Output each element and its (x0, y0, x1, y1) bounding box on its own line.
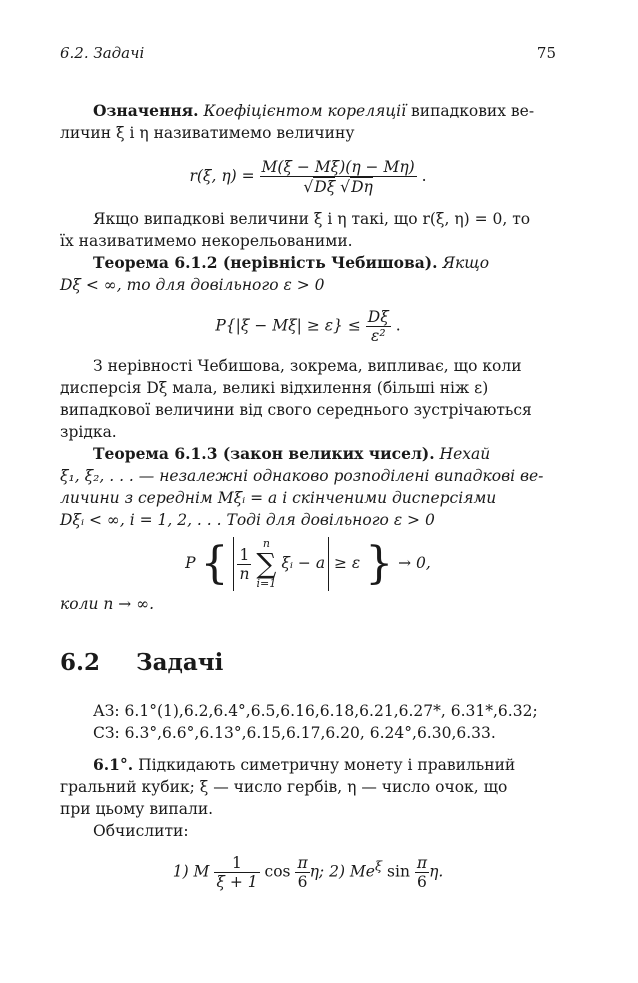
chebyshev-note-1: З нерівності Чебишова, зокрема, випливає, що коли (93, 357, 522, 375)
f1-pi-fraction (295, 854, 309, 891)
chebyshev-numerator: Dξ (367, 308, 389, 326)
section-heading (60, 649, 556, 676)
problem-61 (60, 754, 556, 776)
f2-six: 6 (417, 873, 427, 891)
lln-one: 1 (237, 546, 251, 565)
correlation-formula (60, 158, 556, 196)
chebyshev-note-2: дисперсія Dξ мала, великі відхилення (більші ніж ε) (60, 379, 489, 397)
chebyshev-denominator: ε² (371, 327, 386, 345)
sigma-glyph: ∑ (256, 547, 277, 580)
lln-ge-eps: ≥ ε (334, 554, 361, 572)
sum-symbol (256, 537, 276, 591)
sum-upper: n (262, 537, 270, 550)
lln-n: n (239, 564, 250, 583)
f1-fraction (214, 854, 259, 891)
section-number: 6.2 (60, 649, 101, 676)
lln-p: P (185, 554, 196, 572)
theorem-613-lead: Теорема 6.1.3 (закон великих чисел). (93, 444, 435, 463)
theorem-613-cond: Нехай (439, 445, 491, 463)
theorem-613 (60, 443, 556, 465)
problem-61-line-3: при цьому випали. (60, 800, 214, 818)
theorem-612 (60, 252, 556, 274)
chebyshev-fraction (366, 308, 391, 345)
f2-pi: π (416, 854, 428, 872)
f2-exponent: ξ (374, 859, 383, 875)
f1-num: 1 (214, 854, 259, 873)
lln-end: → 0, (398, 554, 431, 572)
lln-one-over-n (237, 546, 251, 583)
uncorrelated-line-1: Якщо випадкові величини ξ і η такі, що r(ξ, η) = 0, то (93, 210, 531, 228)
formula-fraction (260, 158, 417, 196)
chebyshev-formula (60, 308, 556, 345)
f1-pi: π (297, 854, 308, 872)
sum-lower: i=1 (256, 577, 277, 590)
lln-formula (60, 537, 556, 591)
sqrt-d-eta: Dη (351, 178, 373, 196)
section-title: Задачі (136, 649, 224, 676)
f1-pre: 1) M (172, 862, 210, 881)
assignments-sz: СЗ: 6.3°,6.6°,6.13°,6.15,6.17,6.20, 6.24°,6.30,6.33. (93, 724, 496, 742)
theorem-612-lead: Теорема 6.1.2 (нерівність Чебишова). (93, 253, 438, 272)
problem-61-formula (60, 854, 556, 891)
f1-den: ξ + 1 (216, 873, 258, 891)
theorem-612-cond: Якщо (442, 254, 490, 272)
lln-abs (233, 537, 329, 591)
lln-after: коли n → ∞. (60, 595, 155, 613)
definition-paragraph (60, 100, 556, 122)
uncorrelated-line-2: їх називатимемо некорельованими. (60, 232, 353, 250)
chebyshev-lhs: P{|ξ − Mξ| ≥ ε} ≤ (215, 316, 361, 335)
assignments-az: АЗ: 6.1°(1),6.2,6.4°,6.5,6.16,6.18,6.21,6.27*, 6.31*,6.32; (93, 702, 538, 720)
f1-post: η; (309, 862, 325, 881)
running-header (60, 44, 556, 62)
theorem-613-line-4: Dξᵢ < ∞, i = 1, 2, . . . Тоді для довільного ε > 0 (60, 511, 435, 529)
f2-pre: 2) Me (329, 862, 375, 881)
theorem-613-line-2: ξ₁, ξ₂, . . . — незалежні однаково розподілені випадкові ве- (60, 467, 544, 485)
problem-61-line-2: гральний кубик; ξ — число гербів, η — число очок, що (60, 778, 508, 796)
right-brace: } (365, 538, 394, 589)
chebyshev-end: . (395, 316, 401, 335)
formula-end: . (421, 167, 427, 185)
left-brace: { (200, 538, 229, 589)
sqrt-d-xi: Dξ (314, 178, 336, 196)
f2-post: η. (429, 862, 444, 881)
f2-pi-fraction (415, 854, 429, 891)
theorem-613-line-3: личини з середнім Mξᵢ = a і скінченими дисперсіями (60, 489, 497, 507)
problem-61-line-4: Обчислити: (93, 822, 189, 840)
f1-cos: cos (264, 862, 291, 881)
definition-text-2: личин ξ і η називатимемо величину (60, 124, 355, 142)
book-page (60, 44, 556, 891)
lln-xi-minus-a: ξᵢ − a (281, 554, 326, 572)
header-section: 6.2. Задачі (60, 44, 145, 62)
formula-numerator: M(ξ − Mξ)(η − Mη) (261, 158, 415, 176)
problem-61-lead: 6.1°. (93, 755, 134, 774)
chebyshev-note-3: випадкової величини від свого середнього зустрічаються (60, 401, 532, 419)
problem-61-line-1: Підкидають симетричну монету і правильний (138, 756, 516, 774)
chebyshev-note-4: зрідка. (60, 423, 117, 441)
definition-term: Коефіцієнтом кореляції (203, 102, 407, 120)
formula-denominator: √Dξ √Dη (303, 178, 373, 196)
definition-text: випадкових ве- (411, 102, 535, 120)
page-number: 75 (536, 44, 556, 62)
theorem-612-line-2: Dξ < ∞, то для довільного ε > 0 (60, 276, 325, 294)
definition-lead: Означення. (93, 101, 199, 120)
formula-lhs: r(ξ, η) = (189, 167, 255, 185)
f1-six: 6 (297, 873, 308, 891)
f2-sin: sin (387, 862, 410, 881)
